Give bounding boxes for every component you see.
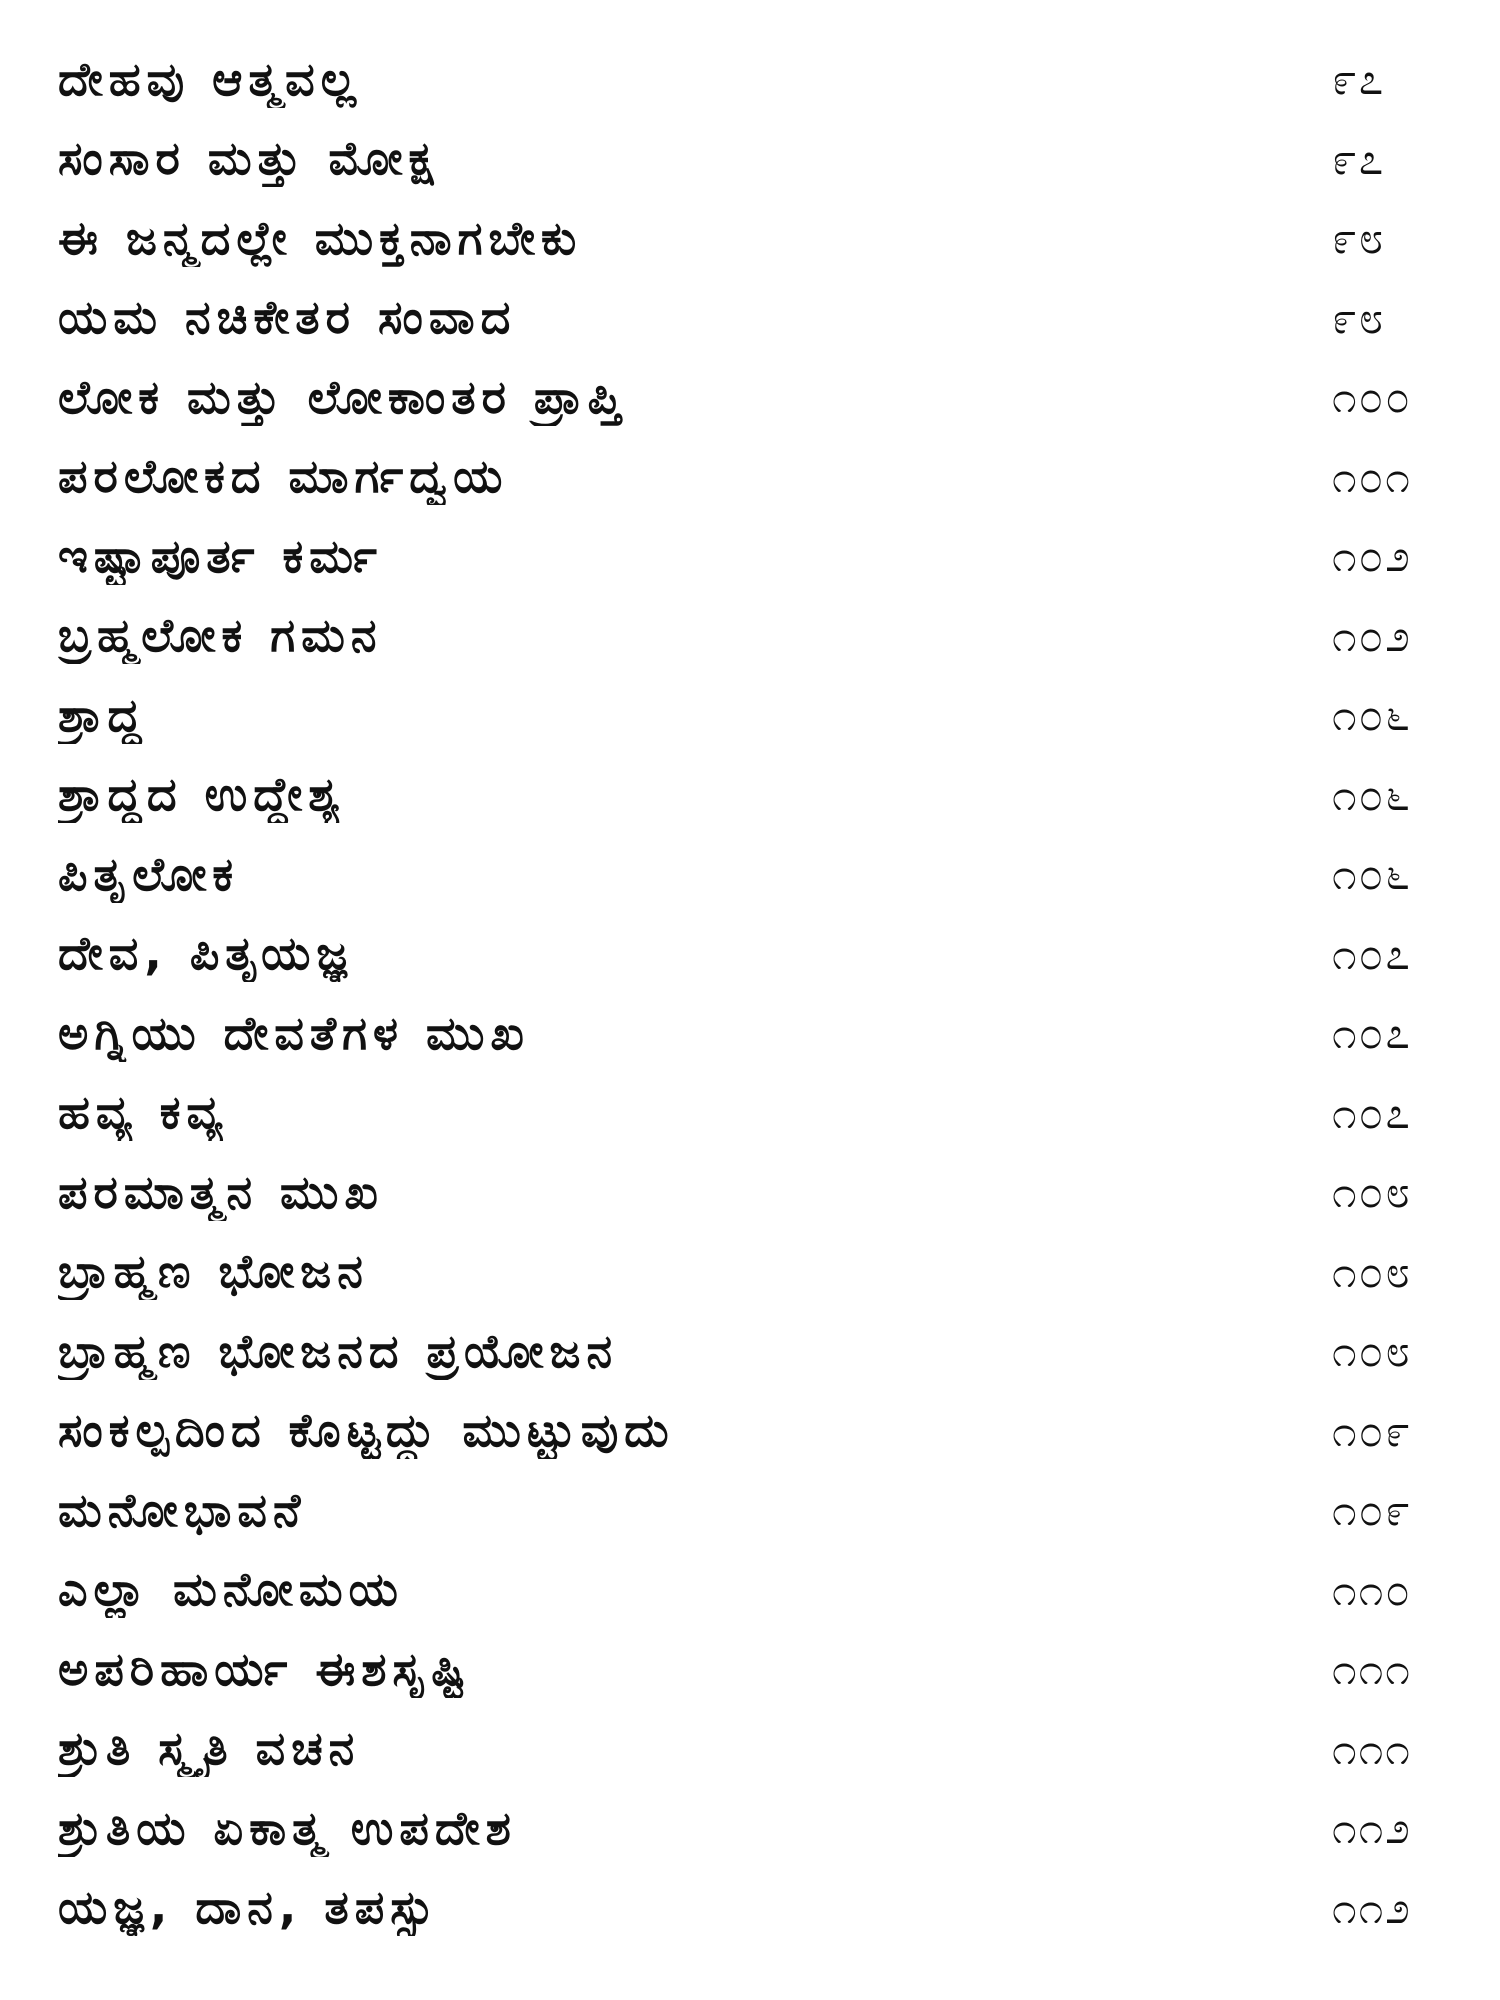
entry-title: ಸಂಕಲ್ಪದಿಂದ ಕೊಟ್ಟದ್ದು ಮುಟ್ಟುವುದು: [58, 1403, 675, 1458]
entry-title: ಬ್ರಾಹ್ಮಣ ಭೋಜನ: [58, 1244, 369, 1299]
entry-title: ಸಂಸಾರ ಮತ್ತು ಮೋಕ್ಷ: [58, 131, 440, 186]
entry-title: ದೇಹವು ಆತ್ಮವಲ್ಲ: [58, 51, 362, 106]
toc-entry: [58, 1471, 1458, 1551]
entry-page-number: ೧೧೨: [1332, 1803, 1412, 1855]
toc-entry: [58, 1153, 1458, 1233]
toc-entry: [58, 1074, 1458, 1154]
entry-page-number: ೯೮: [1332, 292, 1386, 344]
entry-page-number: ೧೦೮: [1332, 1246, 1412, 1298]
entry-page-number: ೧೦೨: [1332, 610, 1412, 662]
entry-page-number: ೧೧೨: [1332, 1882, 1412, 1934]
toc-entry: [58, 358, 1458, 438]
toc-entry: [58, 1233, 1458, 1313]
entry-title: ಎಲ್ಲಾ ಮನೋಮಯ: [58, 1562, 404, 1617]
entry-page-number: ೧೧೧: [1332, 1644, 1412, 1696]
entry-title: ಶ್ರಾದ್ಧದ ಉದ್ದೇಶ್ಯ: [58, 767, 346, 822]
entry-title: ಮನೋಭಾವನೆ: [58, 1482, 307, 1537]
entry-page-number: ೧೧೦: [1332, 1564, 1412, 1616]
toc-entry: [58, 1551, 1458, 1631]
entry-title: ಪರಲೋಕದ ಮಾರ್ಗದ್ವಯ: [58, 449, 509, 504]
entry-page-number: ೧೦೬: [1332, 849, 1412, 901]
entry-page-number: ೯೭: [1332, 133, 1386, 185]
entry-title: ಹವ್ಯ ಕವ್ಯ: [58, 1085, 229, 1140]
entry-page-number: ೧೦೭: [1332, 1008, 1412, 1060]
entry-title: ಅಗ್ನಿಯು ದೇವತೆಗಳ ಮುಖ: [58, 1005, 530, 1060]
entry-page-number: ೯೮: [1332, 213, 1386, 265]
toc-entry: [58, 676, 1458, 756]
entry-title: ಯಮ ನಚಿಕೇತರ ಸಂವಾದ: [58, 290, 517, 345]
entry-page-number: ೧೦೬: [1332, 690, 1412, 742]
toc-entry: [58, 279, 1458, 359]
entry-title: ಯಜ್ಞ, ದಾನ, ತಪಸ್ಸು: [58, 1880, 440, 1935]
toc-entry: [58, 40, 1458, 120]
entry-title: ಬ್ರಾಹ್ಮಣ ಭೋಜನದ ಪ್ರಯೋಜನ: [58, 1323, 619, 1378]
entry-page-number: ೧೦೦: [1332, 372, 1412, 424]
entry-page-number: ೧೧೧: [1332, 1723, 1412, 1775]
toc-entry: [58, 994, 1458, 1074]
entry-page-number: ೧೦೮: [1332, 1326, 1412, 1378]
entry-title: ಶ್ರಾದ್ಧ: [58, 687, 147, 742]
toc-entry: [58, 438, 1458, 518]
toc-entry: [58, 1789, 1458, 1869]
entry-page-number: ೯೭: [1332, 54, 1386, 106]
toc-entry: [58, 835, 1458, 915]
entry-page-number: ೧೦೭: [1332, 1087, 1412, 1139]
entry-page-number: ೧೦೮: [1332, 1167, 1412, 1219]
toc-entry: [58, 1869, 1458, 1949]
entry-title: ಪರಮಾತ್ಮನ ಮುಖ: [58, 1164, 384, 1219]
entry-page-number: ೧೦೭: [1332, 928, 1412, 980]
entry-title: ಇಷ್ಟಾಪೂರ್ತ ಕರ್ಮ: [58, 528, 383, 583]
toc-entry: [58, 756, 1458, 836]
entry-title: ಪಿತೃಲೋಕ: [58, 846, 240, 901]
entry-title: ಬ್ರಹ್ಮಲೋಕ ಗಮನ: [58, 608, 383, 663]
toc-entry: [58, 120, 1458, 200]
entry-title: ಈ ಜನ್ಮದಲ್ಲೇ ಮುಕ್ತನಾಗಬೇಕು: [58, 210, 583, 265]
entry-page-number: ೧೦೯: [1332, 1405, 1412, 1457]
entry-title: ಶ್ರುತಿಯ ಏಕಾತ್ಮ ಉಪದೇಶ: [58, 1800, 517, 1855]
toc-entry: [58, 1392, 1458, 1472]
toc-entry: [58, 199, 1458, 279]
entry-title: ಅಪರಿಹಾರ್ಯ ಈಶಸೃಷ್ಟಿ: [58, 1641, 472, 1696]
toc-entry: [58, 597, 1458, 677]
entry-title: ದೇವ, ಪಿತೃಯಜ್ಞ: [58, 926, 353, 981]
entry-page-number: ೧೦೨: [1332, 531, 1412, 583]
toc-entry: [58, 1312, 1458, 1392]
toc-entry: [58, 1630, 1458, 1710]
entry-page-number: ೧೦೧: [1332, 451, 1412, 503]
entry-page-number: ೧೦೬: [1332, 769, 1412, 821]
entry-page-number: ೧೦೯: [1332, 1485, 1412, 1537]
toc-entry: [58, 915, 1458, 995]
toc-entry: [58, 517, 1458, 597]
entry-title: ಶ್ರುತಿ ಸ್ಮೃತಿ ವಚನ: [58, 1721, 361, 1776]
table-of-contents: [58, 40, 1458, 1948]
toc-entry: [58, 1710, 1458, 1790]
entry-title: ಲೋಕ ಮತ್ತು ಲೋಕಾಂತರ ಪ್ರಾಪ್ತಿ: [58, 369, 628, 424]
